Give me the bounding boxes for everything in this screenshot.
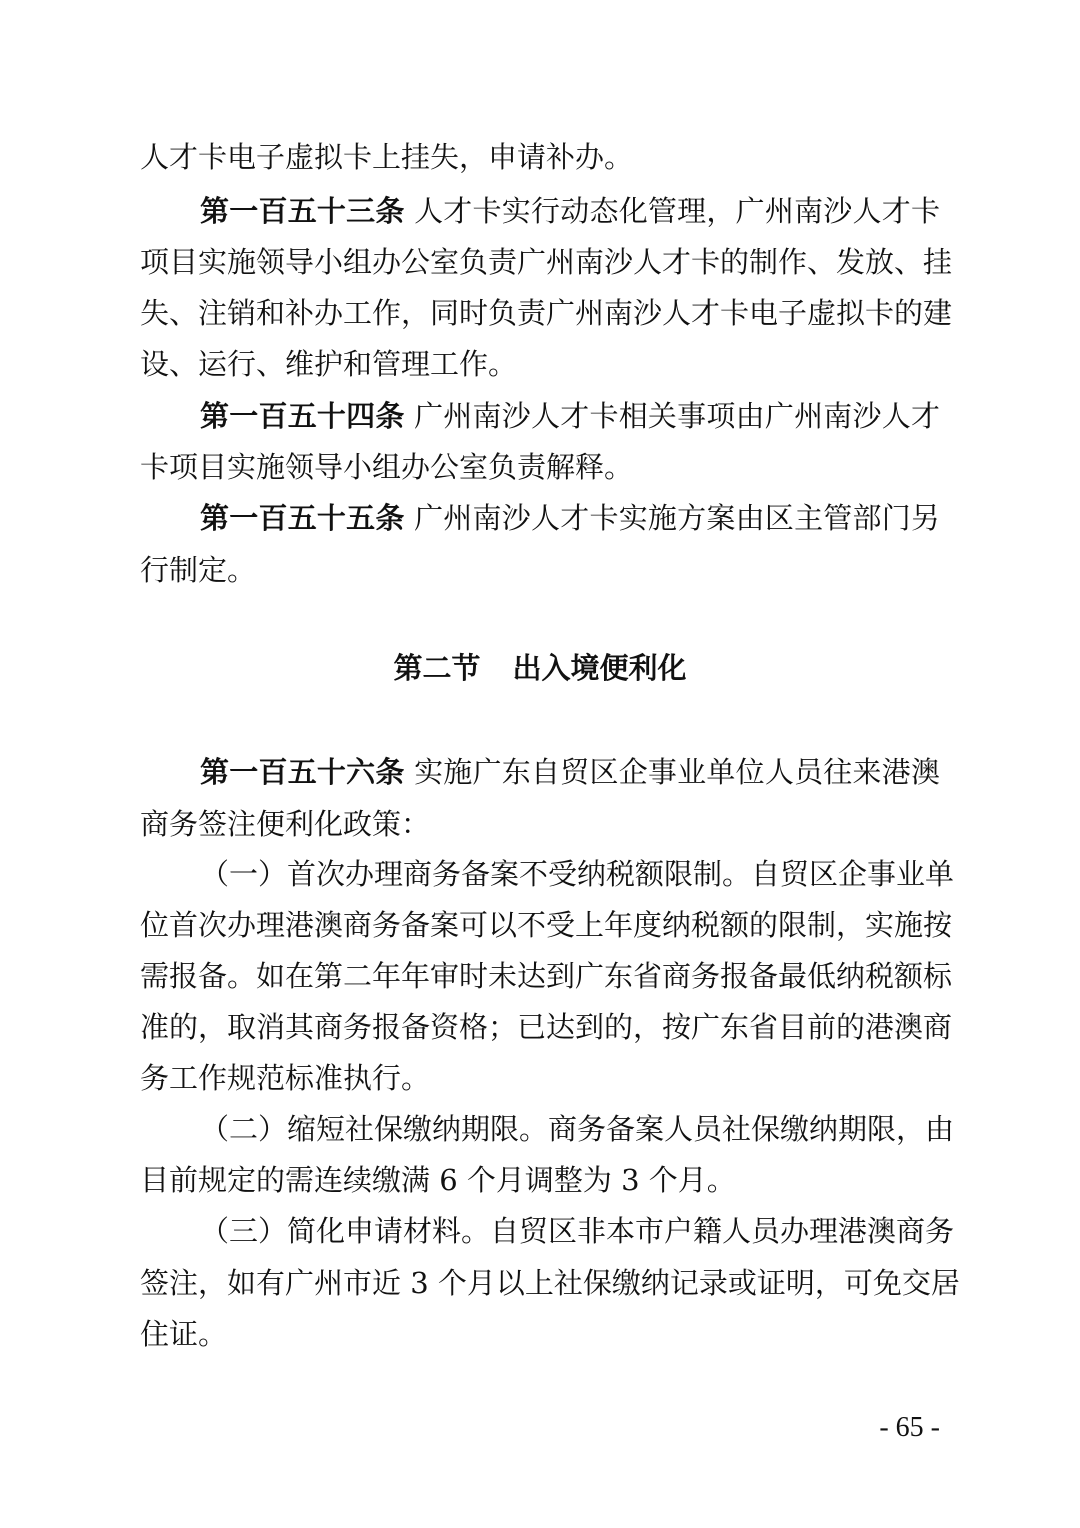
page-number: - 65 - xyxy=(879,1412,940,1443)
section-heading xyxy=(0,648,1080,688)
text-line: 住证。 xyxy=(140,1317,228,1351)
text-line: （二）缩短社保缴纳期限。商务备案人员社保缴纳期限，由 xyxy=(200,1112,955,1146)
text-line: 实施广东自贸区企事业单位人员往来港澳 xyxy=(414,755,940,789)
section-number: 第二节 xyxy=(393,651,481,685)
text-line: 人才卡电子虚拟卡上挂失，申请补办。 xyxy=(140,140,634,174)
article-154 xyxy=(200,396,940,436)
article-153 xyxy=(200,191,940,231)
text-line: 卡项目实施领导小组办公室负责解释。 xyxy=(140,450,634,484)
section-title: 出入境便利化 xyxy=(512,651,687,685)
text-line: 务工作规范标准执行。 xyxy=(140,1061,431,1095)
text-line: 目前规定的需连续缴满 6 个月调整为 3 个月。 xyxy=(140,1163,736,1197)
text-line: 失、注销和补办工作，同时负责广州南沙人才卡电子虚拟卡的建 xyxy=(140,296,953,330)
article-number: 第一百五十六条 xyxy=(200,755,405,789)
text-line: 位首次办理港澳商务备案可以不受上年度纳税额的限制，实施按 xyxy=(140,908,953,942)
text-line: 项目实施领导小组办公室负责广州南沙人才卡的制作、发放、挂 xyxy=(140,245,953,279)
text-line: 广州南沙人才卡实施方案由区主管部门另 xyxy=(414,501,940,535)
text-line: 准的，取消其商务报备资格；已达到的，按广东省目前的港澳商 xyxy=(140,1010,953,1044)
text-line: （一）首次办理商务备案不受纳税额限制。自贸区企事业单 xyxy=(200,857,955,891)
text-line: 需报备。如在第二年年审时未达到广东省商务报备最低纳税额标 xyxy=(140,959,953,993)
text-line: 商务签注便利化政策： xyxy=(140,807,431,841)
text-line: 行制定。 xyxy=(140,553,257,587)
text-line: 签注，如有广州市近 3 个月以上社保缴纳记录或证明，可免交居 xyxy=(140,1266,960,1300)
article-number: 第一百五十四条 xyxy=(200,399,405,433)
text-line: 广州南沙人才卡相关事项由广州南沙人才 xyxy=(414,399,940,433)
text-line: 设、运行、维护和管理工作。 xyxy=(140,347,518,381)
article-155 xyxy=(200,498,940,538)
text-line: （三）简化申请材料。自贸区非本市户籍人员办理港澳商务 xyxy=(200,1214,955,1248)
article-156 xyxy=(200,752,940,792)
text-line: 人才卡实行动态化管理，广州南沙人才卡 xyxy=(414,194,940,228)
article-number: 第一百五十五条 xyxy=(200,501,405,535)
article-number: 第一百五十三条 xyxy=(200,194,405,228)
